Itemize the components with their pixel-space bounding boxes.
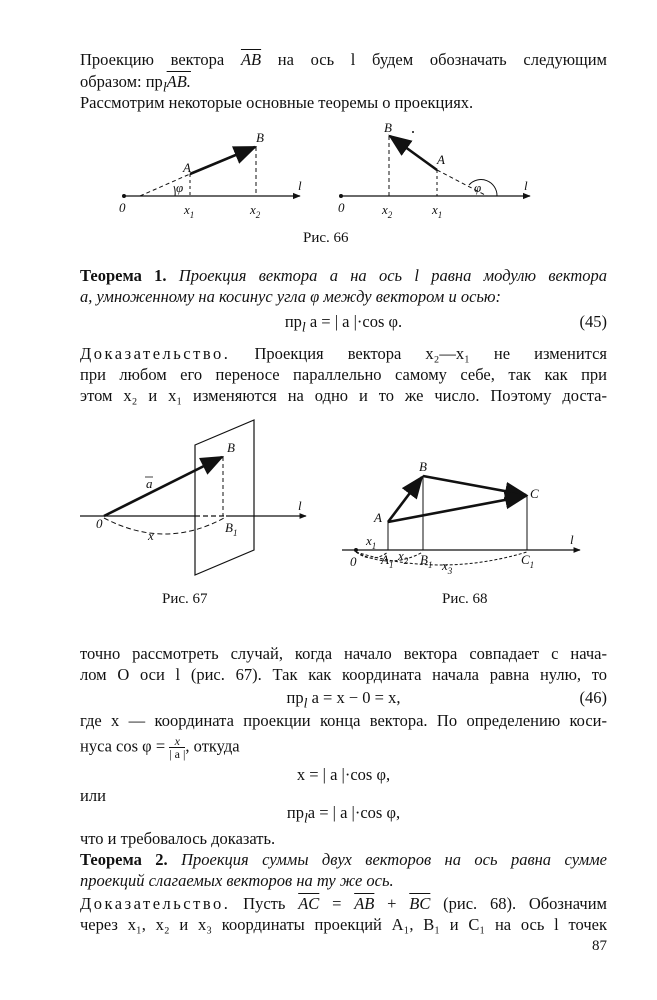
fig68-c: C xyxy=(530,486,539,501)
fig66-left-l: l xyxy=(298,178,302,193)
fig67-origin: 0 xyxy=(96,516,103,531)
fig66-caption: Рис. 66 xyxy=(303,230,349,246)
body2-line-5: что и требовалось доказать. xyxy=(80,829,276,848)
fig66-left-x2: $x_2$ xyxy=(250,202,261,220)
fig66-left-x1: $x_1$ xyxy=(184,202,195,220)
formula-x: x = | a |·cos φ, xyxy=(296,765,391,784)
eqnum-45: (45) xyxy=(579,312,607,331)
theorem1-line-2: a, умноженному на косинус угла φ между вектором и осью: xyxy=(80,287,502,306)
intro-line-3: Рассмотрим некоторые основные теоремы о проекциях. xyxy=(80,93,474,112)
formula-46: $пр_l$ a = x − 0 = x, (46) xyxy=(286,688,607,711)
proof1-line-2: при любом его переносе параллельно самому себе, так как при xyxy=(80,365,607,384)
eqnum-46: (46) xyxy=(579,688,607,707)
fig66-right-l: l xyxy=(524,178,528,193)
fig68-b1: $B_1$ xyxy=(420,552,433,570)
fig67-l: l xyxy=(298,498,302,513)
intro-line-2: образом: $пр_lAB$. xyxy=(80,72,191,95)
fig66-right xyxy=(338,120,530,220)
fig66-left xyxy=(119,130,302,220)
figure-68 xyxy=(0,440,657,590)
fig66-left-phi: φ xyxy=(176,180,184,195)
page-number: 87 xyxy=(592,938,607,954)
fig66-right-origin: 0 xyxy=(338,200,345,215)
fig67-x: x xyxy=(148,528,154,543)
body2-line-1: точно рассмотреть случай, когда начало вектора совпадает с нача- xyxy=(80,644,607,663)
body2-line-2: лом O оси l (рис. 67). Так как координата начала равна нулю, то xyxy=(80,665,607,684)
fig68-x1: $x_1$ xyxy=(366,533,377,551)
fig68-b: B xyxy=(419,459,427,474)
fig66-right-x1: $x_1$ xyxy=(432,202,443,220)
fig66-right-phi: φ xyxy=(474,180,482,195)
formula-45: $пр_l$ a = | a |·cos φ. (45) xyxy=(284,312,607,335)
intro-line-1: Проекцию вектора $\overline{AB}$ на ось l будем обозначать следующим xyxy=(80,50,607,69)
fig67-caption: Рис. 67 xyxy=(162,591,208,607)
body2-ili: или xyxy=(80,786,106,805)
fig67-b: B xyxy=(227,440,235,455)
fig68-caption: Рис. 68 xyxy=(442,591,488,607)
proof1-line-3: этом x₂ и x₁ изменяются на одно и то же число. Поэтому доста- xyxy=(80,386,607,405)
theorem1-line-1: Теорема 1. Проекция вектора a на ось l равна модулю вектора xyxy=(80,266,607,285)
fig68-x3: $x_3$ xyxy=(442,558,453,576)
fig66-right-a: A xyxy=(437,152,445,167)
fig68-a1: $A_1$ xyxy=(381,552,394,570)
fig67-a-vec: a xyxy=(146,476,153,491)
fig66-left-a: A xyxy=(183,160,191,175)
body2-line-3: где x — координата проекции конца вектора. По определению коси- xyxy=(80,711,607,730)
fig68-origin: 0 xyxy=(350,554,357,569)
proof2-line-1: Доказательство. Пусть $\overline{AC} = \overline{AB} + \overline{BC}$ (рис. 68). Обозначим xyxy=(80,894,607,913)
theorem2-line-1: Теорема 2. Проекция суммы двух векторов на ось равна сумме xyxy=(80,850,607,869)
proof2-line-2: через x₁, x₂ и x₃ координаты проекций A₁, B₁ и C₁ на ось l точек xyxy=(80,915,607,934)
body2-line-4: нуса cos φ = $\frac{x}{| a |}$ , откуда xyxy=(80,734,240,761)
formula-pr: $пр_la$ = | a |·cos φ, xyxy=(286,803,401,826)
fig66-left-b: B xyxy=(256,130,264,145)
fig66-left-origin: 0 xyxy=(119,200,126,215)
fig68-c1: $C_1$ xyxy=(521,552,535,570)
fig66-right-x2: $x_2$ xyxy=(382,202,393,220)
fig68-x2: $x_2$ xyxy=(398,548,409,566)
fig68-a: A xyxy=(374,510,382,525)
fig67-b1: $B_1$ xyxy=(225,520,238,538)
proof1-line-1: Доказательство. Проекция вектора x₂—x₁ не изменится xyxy=(80,344,607,363)
figure-66 xyxy=(0,120,657,220)
theorem2-line-2: проекций слагаемых векторов на ту же ось. xyxy=(80,871,394,890)
fig66-right-b: B xyxy=(384,120,392,135)
fig68-l: l xyxy=(570,532,574,547)
